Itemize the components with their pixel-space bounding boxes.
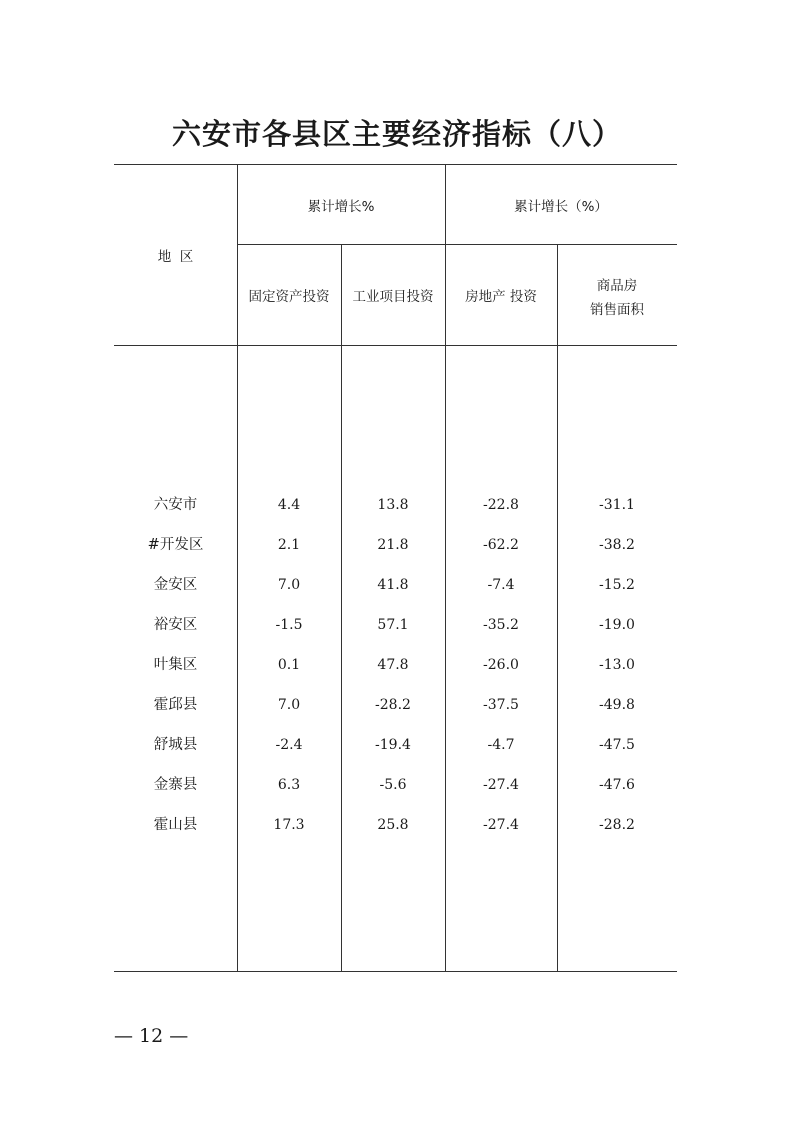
- table-cell: -31.1: [599, 497, 635, 513]
- header-group-2: 累计增长（%）: [514, 199, 608, 215]
- row-region-label: 叶集区: [153, 657, 198, 673]
- column-divider: [557, 244, 558, 971]
- header-bottom-rule: [114, 345, 677, 346]
- table-cell: -28.2: [375, 697, 411, 713]
- table-cell: 57.1: [377, 617, 409, 633]
- row-region-label: 舒城县: [153, 737, 198, 753]
- table-cell: -7.4: [487, 577, 515, 593]
- table-cell: -47.6: [599, 777, 635, 793]
- table-cell: -27.4: [483, 777, 519, 793]
- row-region-label: #开发区: [147, 537, 204, 553]
- table-cell: -49.8: [599, 697, 635, 713]
- row-region-label: 金寨县: [153, 777, 198, 793]
- row-region-label: 霍邱县: [153, 697, 198, 713]
- row-region-label: 裕安区: [153, 617, 198, 633]
- page-number: — 12 —: [114, 1025, 189, 1047]
- header-group-1: 累计增长%: [307, 199, 375, 215]
- table-cell: -19.0: [599, 617, 635, 633]
- table-cell: 4.4: [277, 497, 301, 513]
- table-cell: 2.1: [277, 537, 301, 553]
- header-real-estate-investment: 房地产 投资: [465, 289, 537, 305]
- table-cell: 21.8: [377, 537, 409, 553]
- table-cell: 7.0: [277, 577, 301, 593]
- row-region-label: 金安区: [153, 577, 198, 593]
- header-industrial-project-investment: 工业项目投资: [352, 289, 434, 305]
- table-cell: 7.0: [277, 697, 301, 713]
- table-cell: -26.0: [483, 657, 519, 673]
- table-cell: -35.2: [483, 617, 519, 633]
- header-commercial-housing-sales-area: 商品房 销售面积: [590, 278, 644, 318]
- table-cell: -37.5: [483, 697, 519, 713]
- table-bottom-rule: [114, 971, 677, 972]
- table-cell: -22.8: [483, 497, 519, 513]
- table-cell: 25.8: [377, 817, 409, 833]
- table-cell: -28.2: [599, 817, 635, 833]
- header-region: 地 区: [157, 249, 194, 265]
- header-fixed-asset-investment: 固定资产投资: [248, 289, 330, 305]
- table-cell: 17.3: [273, 817, 305, 833]
- table-cell: -27.4: [483, 817, 519, 833]
- table-cell: 13.8: [377, 497, 409, 513]
- row-region-label: 霍山县: [153, 817, 198, 833]
- table-cell: -62.2: [483, 537, 519, 553]
- table-cell: -1.5: [275, 617, 303, 633]
- table-top-rule: [114, 164, 677, 165]
- table-cell: -2.4: [275, 737, 303, 753]
- table-cell: 0.1: [277, 657, 301, 673]
- table-cell: 41.8: [377, 577, 409, 593]
- column-divider: [341, 244, 342, 971]
- table-cell: -5.6: [379, 777, 407, 793]
- table-cell: -4.7: [487, 737, 515, 753]
- table-cell: 47.8: [377, 657, 409, 673]
- header-group-rule: [237, 244, 677, 245]
- table-cell: 6.3: [277, 777, 301, 793]
- table-cell: -15.2: [599, 577, 635, 593]
- row-region-label: 六安市: [153, 497, 198, 513]
- table-cell: -19.4: [375, 737, 411, 753]
- page-title: 六安市各县区主要经济指标（八）: [171, 117, 622, 151]
- table-cell: -13.0: [599, 657, 635, 673]
- table-cell: -47.5: [599, 737, 635, 753]
- table-cell: -38.2: [599, 537, 635, 553]
